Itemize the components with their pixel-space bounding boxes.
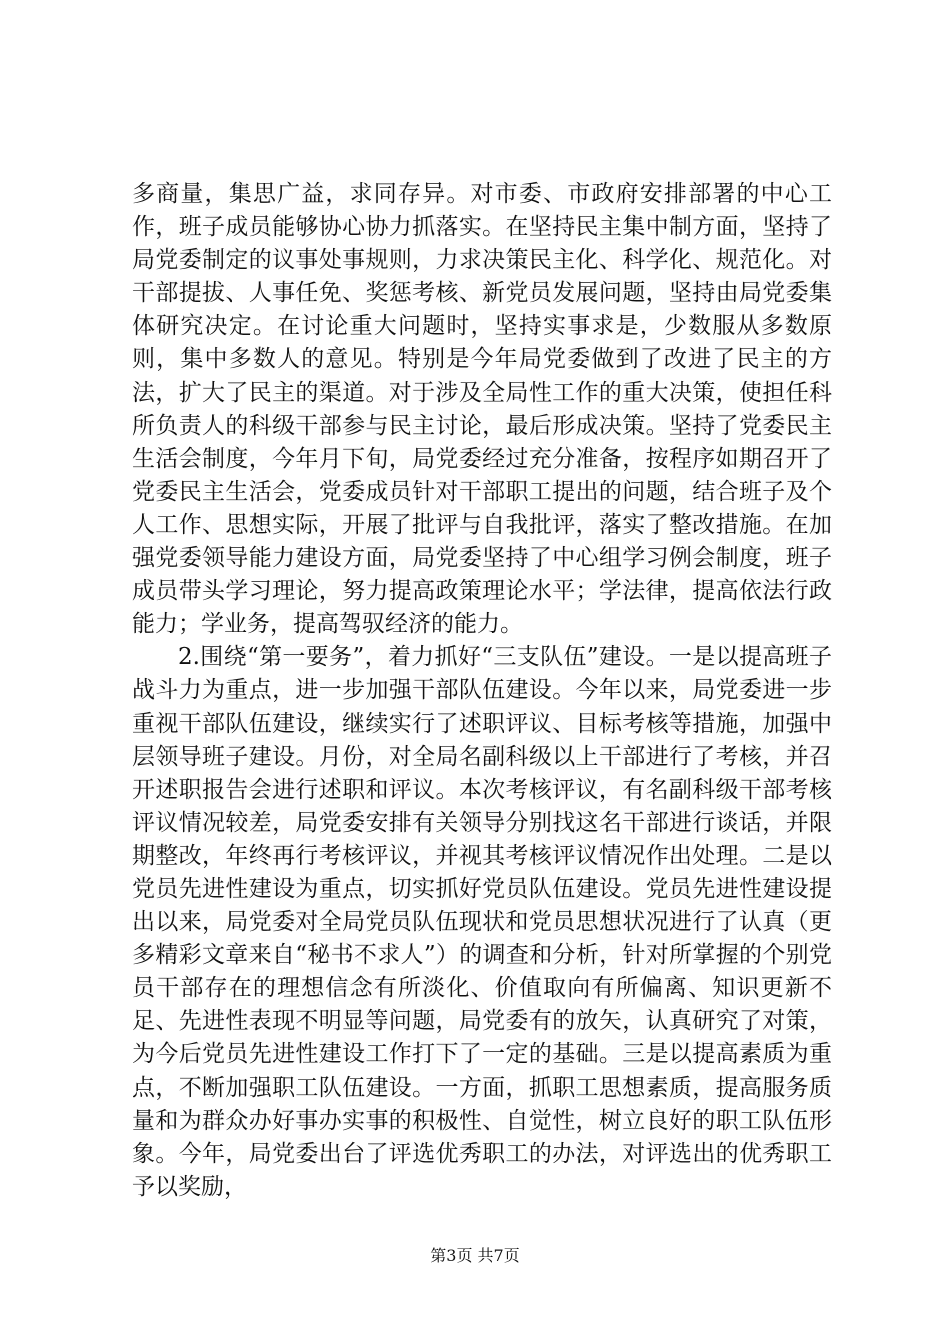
document-body (132, 178, 832, 1204)
paragraph-1: 多商量，集思广益，求同存异。对市委、市政府安排部署的中心工作，班子成员能够协心协力抓落实。在坚持民主集中制方面，坚持了局党委制定的议事处事规则，力求决策民主化、科学化、规范化。对干部提拔、人事任免、奖惩考核、新党员发展问题，坚持由局党委集体研究决定。在讨论重大问题时，坚持实事求是，少数服从多数原则，集中多数人的意见。特别是今年局党委做到了改进了民主的方法，扩大了民主的渠道。对于涉及全局性工作的重大决策，使担任科所负责人的科级干部参与民主讨论，最后形成决策。坚持了党委民主生活会制度，今年月下旬，局党委经过充分准备，按程序如期召开了党委民主生活会，党委成员针对干部职工提出的问题，结合班子及个人工作、思想实际，开展了批评与自我批评，落实了整改措施。在加强党委领导能力建设方面，局党委坚持了中心组学习例会制度，班子成员带头学习理论，努力提高政策理论水平；学法律，提高依法行政能力；学业务，提高驾驭经济的能力。 (132, 181, 832, 638)
page-footer: 第3页 共7页 (430, 1246, 520, 1265)
paragraph-2: 2.围绕“第一要务”，着力抓好“三支队伍”建设。一是以提高班子战斗力为重点，进一步加强干部队伍建设。今年以来，局党委进一步重视干部队伍建设，继续实行了述职评议、目标考核等措施，加强中层领导班子建设。月份，对全局名副科级以上干部进行了考核，并召开述职报告会进行述职和评议。本次考核评议，有名副科级干部考核评议情况较差，局党委安排有关领导分别找这名干部进行谈话，并限期整改，年终再行考核评议，并视其考核评议情况作出处理。二是以党员先进性建设为重点，切实抓好党员队伍建设。党员先进性建设提出以来，局党委对全局党员队伍现状和党员思想状况进行了认真（更多精彩文章来自“秘书不求人”）的调查和分析，针对所掌握的个别党员干部存在的理想信念有所淡化、价值取向有所偏离、知识更新不足、先进性表现不明显等问题，局党委有的放矢，认真研究了对策，为今后党员先进性建设工作打下了一定的基础。三是以提高素质为重点，不断加强职工队伍建设。一方面，抓职工思想素质，提高服务质量和为群众办好事办实事的积极性、自觉性，树立良好的职工队伍形象。今年，局党委出台了评选优秀职工的办法，对评选出的优秀职工予以奖励， (132, 644, 832, 1200)
